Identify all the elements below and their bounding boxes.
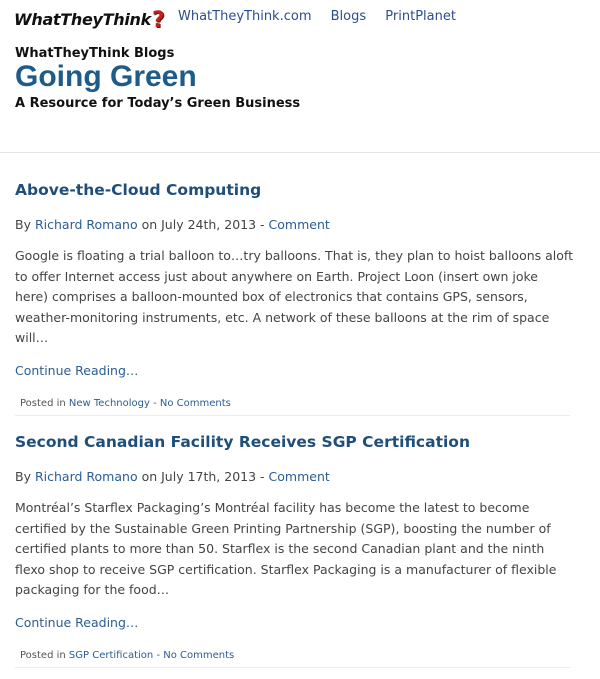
comment-link[interactable]: Comment (268, 469, 330, 484)
no-comments-link[interactable]: No Comments (159, 397, 231, 409)
posted-in-label: Posted in (20, 649, 66, 661)
post-meta (15, 650, 570, 668)
post-title-link[interactable]: Second Canadian Facility Receives SGP Certification (15, 433, 470, 451)
nav-link-printplanet[interactable]: PrintPlanet (385, 9, 456, 24)
meta-separator: - (156, 649, 161, 661)
nav-link-blogs[interactable]: Blogs (330, 9, 367, 24)
blog-header (15, 46, 300, 111)
blog-kicker: WhatTheyThink Blogs (15, 46, 175, 61)
meta-separator: - (153, 397, 157, 409)
post-entry (15, 432, 575, 668)
continue-reading-link[interactable]: Continue Reading… (15, 362, 139, 378)
no-comments-link[interactable]: No Comments (163, 649, 235, 661)
question-mark-logo-icon: ? (152, 8, 165, 33)
blog-tagline: A Resource for Today’s Green Business (15, 96, 301, 111)
category-link[interactable]: SGP Certification (68, 649, 154, 661)
post-byline (15, 216, 575, 234)
byline-by: By (15, 469, 31, 484)
blog-title[interactable]: Going Green (15, 60, 197, 93)
author-link[interactable]: Richard Romano (34, 469, 138, 484)
post-meta (15, 398, 570, 416)
header-divider (0, 152, 600, 153)
byline-by: By (15, 217, 31, 232)
post-byline (15, 468, 575, 486)
site-logo[interactable] (14, 6, 164, 31)
comment-link[interactable]: Comment (268, 217, 330, 232)
post-date: on July 24th, 2013 - (141, 217, 265, 232)
post-title-link[interactable]: Above-the-Cloud Computing (15, 181, 262, 199)
nav-link-whattheythink[interactable]: WhatTheyThink.com (178, 9, 312, 24)
post-entry (15, 180, 575, 416)
post-excerpt: Montréal’s Starflex Packaging’s Montréal facility has become the latest to become certified by the Sustainable Green Printing Partnership (SGP), boosting the number of certified plants to more than 50. Starflex is the second Canadian plant and the ninth flexo shop to receive SGP certification. Starflex Packaging is a manufacturer of flexible packaging for the food… (15, 500, 557, 597)
post-excerpt: Google is floating a trial balloon to…try balloons. That is, they plan to hoist balloons aloft to offer Internet access just about anywhere on Earth. Project Loon (insert own joke here) comprises a balloon-mounted box of electronics that contains GPS, sensors, weather-monitoring instruments, etc. A network of these balloons at the rim of space will… (15, 248, 573, 345)
author-link[interactable]: Richard Romano (34, 217, 138, 232)
posted-in-label: Posted in (20, 397, 66, 409)
continue-reading-link[interactable]: Continue Reading… (15, 614, 139, 630)
post-date: on July 17th, 2013 - (141, 469, 265, 484)
logo-text: WhatTheyThink (14, 10, 151, 29)
top-navigation (0, 0, 600, 34)
category-link[interactable]: New Technology (68, 397, 150, 409)
nav-links (178, 9, 471, 24)
